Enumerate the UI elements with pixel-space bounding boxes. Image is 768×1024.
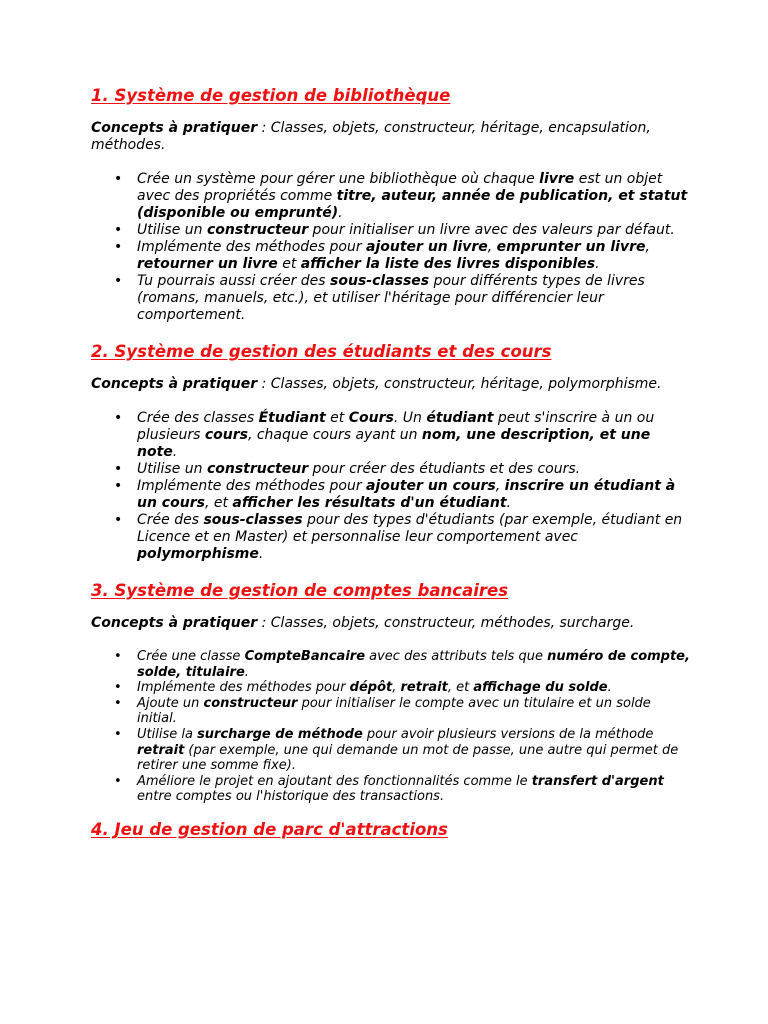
bold-text: afficher la liste des livres disponibles [300, 256, 596, 272]
text-segment: , [487, 239, 497, 255]
bold-text: emprunter un livre [496, 239, 646, 255]
text-segment: . [506, 495, 511, 511]
list-item [91, 727, 691, 774]
text-segment: Crée une classe [137, 649, 245, 664]
text-segment: entre comptes ou l'historique des transactions. [137, 789, 445, 805]
text-segment: pour différents types de livres (romans, manuels, etc.), et utiliser l'héritage pour différencier leur comportement. [137, 273, 645, 323]
list-item [91, 478, 691, 512]
text-segment: Implémente des méthodes pour [137, 239, 367, 255]
list-item [91, 239, 691, 273]
text-segment: Ajoute un [137, 695, 204, 711]
section-4-heading: 4. Jeu de gestion de parc d'attractions [91, 819, 448, 839]
bold-text: constructeur [203, 695, 298, 711]
text-segment: Utilise un [137, 461, 207, 477]
document-page [91, 86, 691, 840]
text-segment: , [645, 239, 650, 255]
bold-text: surcharge de méthode [197, 726, 363, 742]
bold-text: ajouter un livre [366, 239, 488, 255]
list-item [91, 774, 691, 805]
text-segment: , et [447, 680, 474, 696]
bold-text: inscrire un étudiant à un cours [137, 478, 676, 511]
list-item [91, 696, 691, 727]
concepts-label: Concepts à pratiquer [91, 615, 258, 631]
bold-text: retrait [137, 742, 185, 758]
list-item [91, 512, 691, 563]
text-segment: (par exemple, une qui demande un mot de passe, une autre qui permet de retirer une somme fixe). [137, 742, 679, 774]
bold-text: ajouter un cours [366, 478, 496, 494]
text-segment: Utilise la [137, 726, 198, 742]
bold-text: numéro de compte, solde, titulaire [137, 649, 690, 680]
bold-text: retourner un livre [137, 256, 278, 272]
section-3-heading: 3. Système de gestion de comptes bancaires [91, 581, 509, 600]
bold-text: polymorphisme [137, 546, 259, 562]
bold-text: sous-classes [330, 273, 430, 289]
text-segment: Implémente des méthodes pour [137, 680, 350, 696]
text-segment: Crée des classes [137, 410, 259, 426]
list-item [91, 410, 691, 461]
text-segment: Crée un système pour gérer une bibliothèque où chaque [137, 171, 540, 187]
section-2-heading: 2. Système de gestion des étudiants et des cours [91, 342, 552, 361]
text-segment: pour initialiser le compte avec un titulaire et un solde initial. [137, 695, 651, 727]
bold-text: nom, une description, et une note [137, 427, 651, 460]
concepts-text: : Classes, objets, constructeur, héritage, polymorphisme. [257, 376, 662, 392]
concepts-label: Concepts à pratiquer [91, 376, 258, 392]
bold-text: constructeur [206, 461, 309, 477]
section-1-list [91, 171, 691, 324]
text-segment: pour créer des étudiants et des cours. [308, 461, 581, 477]
section-3-concepts [91, 615, 691, 632]
text-segment: est un objet avec des propriétés comme [137, 171, 663, 204]
text-segment: pour des types d'étudiants (par exemple, étudiant en Licence et en Master) et personnalise leur comportement avec [137, 512, 683, 545]
section-2-list [91, 410, 691, 563]
bold-text: constructeur [206, 222, 309, 238]
bold-text: cours [204, 427, 248, 443]
bold-text: dépôt [349, 680, 393, 696]
text-segment: peut s'inscrire à un ou plusieurs [137, 410, 655, 443]
text-segment: Tu pourrais aussi créer des [137, 273, 331, 289]
bold-text: transfert d'argent [531, 773, 664, 789]
text-segment: et [277, 256, 301, 272]
section-3-list [91, 649, 691, 805]
section-2-concepts [91, 376, 691, 393]
concepts-text: : Classes, objets, constructeur, héritage, encapsulation, méthodes. [91, 120, 651, 153]
text-segment: , et [204, 495, 233, 511]
bold-text: sous-classes [203, 512, 303, 528]
bold-text: afficher les résultats d'un étudiant [232, 495, 507, 511]
text-segment: pour initialiser un livre avec des valeurs par défaut. [308, 222, 675, 238]
list-item [91, 680, 691, 696]
text-segment: pour avoir plusieurs versions de la méthode [362, 726, 654, 742]
concepts-label: Concepts à pratiquer [91, 120, 258, 136]
text-segment: Implémente des méthodes pour [137, 478, 367, 494]
bold-text: Cours [348, 410, 394, 426]
text-segment: avec des attributs tels que [365, 649, 548, 664]
bold-text: affichage du solde [473, 680, 608, 696]
list-item [91, 461, 691, 478]
bold-text: retrait [400, 680, 448, 696]
bold-text: CompteBancaire [244, 649, 366, 664]
list-item [91, 649, 691, 680]
text-segment: , [495, 478, 505, 494]
bold-text: livre [539, 171, 575, 187]
text-segment: . [607, 680, 612, 696]
text-segment: . [258, 546, 264, 562]
text-segment: , [392, 680, 401, 696]
bold-text: étudiant [426, 410, 494, 426]
list-item [91, 273, 691, 324]
list-item [91, 222, 691, 239]
list-item [91, 171, 691, 222]
text-segment: Améliore le projet en ajoutant des fonctionnalités comme le [137, 773, 532, 789]
text-segment: . [595, 256, 600, 272]
section-1-heading: 1. Système de gestion de bibliothèque [91, 86, 451, 105]
text-segment: et [325, 410, 349, 426]
concepts-text: : Classes, objets, constructeur, méthodes, surcharge. [257, 615, 635, 631]
text-segment: , chaque cours ayant un [247, 427, 422, 443]
text-segment: . [338, 205, 343, 221]
bold-text: titre, auteur, année de publication, et statut (disponible ou emprunté) [137, 188, 688, 221]
section-1-concepts [91, 120, 691, 154]
text-segment: Utilise un [137, 222, 207, 238]
text-segment: . [244, 664, 249, 680]
text-segment: . Un [393, 410, 427, 426]
text-segment: Crée des [137, 512, 204, 528]
bold-text: Étudiant [258, 410, 326, 426]
text-segment: . [172, 444, 178, 460]
